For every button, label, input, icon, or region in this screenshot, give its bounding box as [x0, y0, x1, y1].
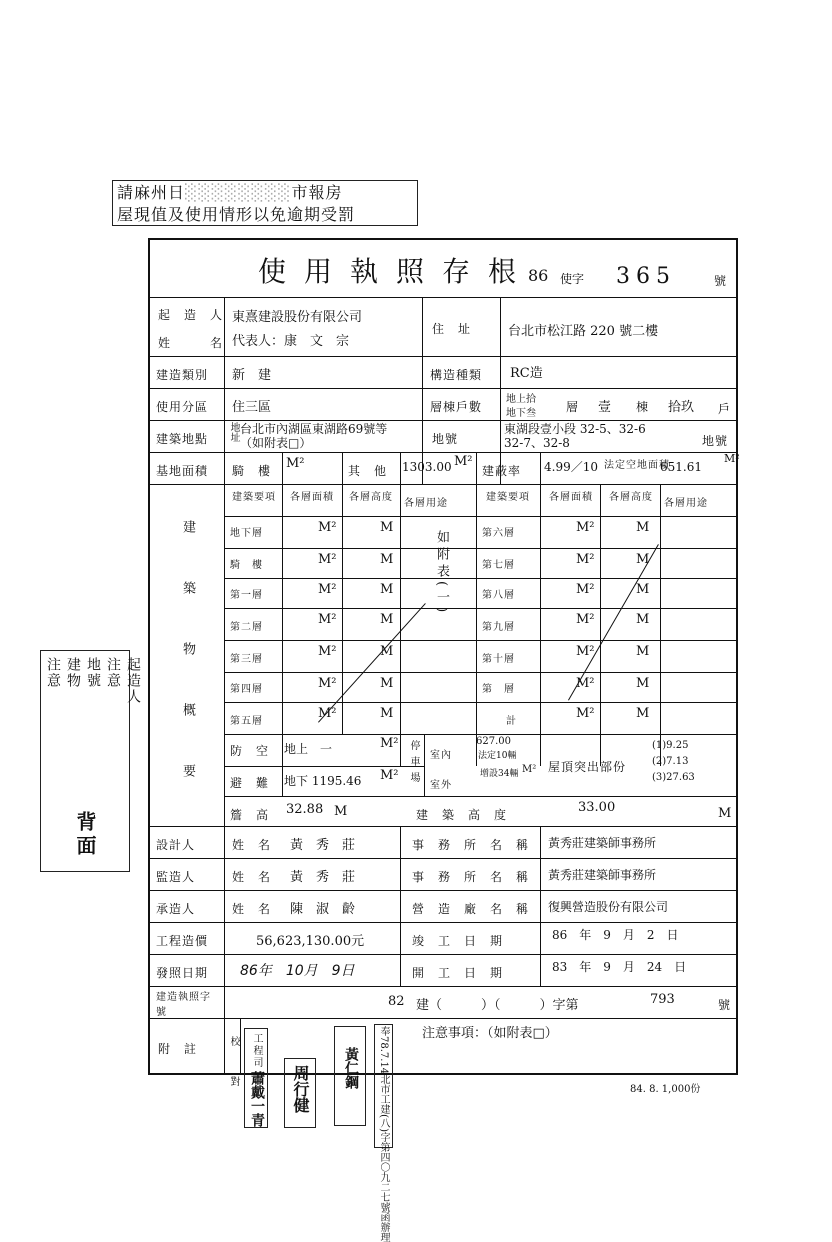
type-label: 建造類別	[156, 368, 209, 382]
print-run: 84. 8. 1,000份	[630, 1084, 701, 1095]
unit-m: M	[380, 612, 394, 627]
area-label: 基地面積	[156, 464, 209, 478]
hdr-height-left: 各層高度	[349, 492, 393, 503]
unit-m: M	[636, 582, 650, 597]
stamp-line2: 屋現值及使用情形以免逾期受罰	[117, 205, 356, 224]
floor-label: 第 層	[482, 684, 515, 695]
lot-hao: 地號	[702, 434, 729, 448]
evac-label: 避 難	[230, 776, 270, 790]
unit-m: M	[380, 552, 394, 567]
hdr-height-right: 各層高度	[609, 492, 653, 503]
permit-label: 建造執照字號	[156, 992, 211, 1018]
title-year: 86	[528, 266, 549, 285]
side-col2: 注意	[105, 657, 121, 689]
shelter-above-unit: M²	[380, 736, 399, 751]
lot-numbers-2: 32-7、32-8	[504, 436, 570, 450]
unit-m2: M²	[576, 644, 595, 659]
zone-value: 住三區	[232, 400, 272, 415]
roof-val-3: (3)27.63	[652, 772, 695, 783]
hdr-area-right: 各層面積	[549, 492, 593, 503]
lot-numbers: 東湖段壹小段 32-5、32-6	[504, 422, 646, 436]
hu-count: 拾玖	[668, 400, 695, 415]
zone-label: 使用分區	[156, 400, 209, 414]
floor-label: 第七層	[482, 560, 515, 571]
side-stamp	[40, 650, 141, 872]
site-address-note: （如附表□）	[240, 436, 312, 450]
permit-num: 793	[650, 992, 675, 1007]
designer-name: 黃 秀 莊	[290, 838, 356, 853]
supervisor-label: 監造人	[156, 870, 196, 884]
cost-value: 56,623,130.00元	[256, 934, 365, 949]
unit-m: M	[380, 582, 394, 597]
coverage-label: 建蔽率	[482, 464, 522, 478]
supervisor-office-label: 事 務 所 名 稱	[412, 870, 530, 884]
unit-m: M	[636, 520, 650, 535]
engineer-label: 工程司	[251, 1033, 262, 1069]
floor-label: 騎 樓	[230, 560, 263, 571]
attention-note: 注意事項：（如附表□）	[422, 1026, 558, 1041]
unit-m2: M²	[318, 644, 337, 659]
ceng-unit: 層	[566, 400, 580, 414]
form-title-row	[148, 238, 738, 298]
contractor-office-label: 營 造 廠 名 稱	[412, 902, 530, 916]
open-space-label: 法定空地面積	[604, 460, 670, 471]
floors-below: 地下叁	[506, 408, 536, 419]
site-addr-tag: 地址	[228, 422, 239, 442]
bld-height-unit: M	[718, 806, 732, 821]
hdr-use-left: 各層用途	[404, 498, 448, 509]
struct-label: 構造種類	[430, 368, 483, 382]
bld-height-value: 33.00	[578, 800, 616, 815]
unit-m: M	[380, 706, 394, 721]
cost-label: 工程造價	[156, 934, 209, 948]
unit-m2: M²	[318, 706, 337, 721]
permit-text: 建（ ）（ ）字第	[416, 998, 579, 1013]
side-col5: 注意	[45, 657, 61, 689]
open-space-value: 651.61	[660, 460, 702, 474]
start-label: 開 工 日 期	[412, 966, 504, 980]
contractor-label: 承造人	[156, 902, 196, 916]
floor-label: 第六層	[482, 528, 515, 539]
title-char: 使字	[560, 272, 585, 286]
designer-office: 黃秀莊建築師事務所	[548, 836, 657, 850]
unit-m2: M²	[576, 520, 595, 535]
floor-label: 第九層	[482, 622, 515, 633]
site-address: 台北市內湖區東湖路69號等	[240, 422, 388, 436]
unit-m2: M²	[318, 612, 337, 627]
side-col3: 地號	[85, 657, 101, 689]
top-notice-stamp: 請麻州日░░░░░░░░市報房 屋現值及使用情形以免逾期受罰	[112, 180, 418, 226]
qita-value: 1303.00	[402, 460, 452, 474]
owner-address: 台北市松江路 220 號二樓	[508, 324, 659, 339]
shelter-label: 防 空	[230, 744, 270, 758]
permit-number: 365	[616, 264, 676, 289]
outdoor-unit: M²	[522, 764, 537, 775]
outdoor-note: 增設34輛	[480, 769, 519, 779]
permit-year: 82	[388, 994, 405, 1009]
floor-label: 第八層	[482, 590, 515, 601]
unit-m2: M²	[318, 520, 337, 535]
stamp-name-3: 黃仁鋼	[343, 1047, 359, 1089]
contractor-name-label: 姓 名	[232, 902, 272, 916]
outdoor-label: 室外	[430, 780, 452, 791]
owner-company: 東熹建設股份有限公司	[232, 310, 363, 325]
hdr-item-left: 建築要項	[232, 492, 276, 503]
stamp-line1: 請麻州日	[117, 183, 186, 202]
owner-label-1: 起 造 人	[158, 308, 224, 322]
stamp-name-2: 周行健	[291, 1065, 310, 1113]
floor-label: 第四層	[230, 684, 263, 695]
done-label: 竣 工 日 期	[412, 934, 504, 948]
issue-label: 發照日期	[156, 966, 209, 980]
indoor-value: 627.00	[476, 736, 511, 747]
start-date: 83 年 9 月 24 日	[552, 960, 687, 974]
eave-unit: M	[334, 804, 348, 819]
struct-value: RC造	[510, 366, 543, 381]
qita-label: 其 他	[348, 464, 388, 478]
unit-m2: M²	[318, 552, 337, 567]
floor-label: 第五層	[230, 716, 263, 727]
shelter-below-unit: M²	[380, 768, 399, 783]
unit-m: M	[636, 644, 650, 659]
form-title: 使用執照存根	[258, 255, 535, 288]
roof-val-1: (1)9.25	[652, 740, 689, 751]
contractor-name: 陳 淑 齡	[290, 902, 356, 917]
law-reference: 奉78.7.14北市工建(八)字第四〇九二七號函辦理	[374, 1024, 393, 1148]
use-see-appendix: 如附表(一)	[434, 530, 449, 617]
shelter-above: 地上 一	[284, 742, 333, 756]
supervisor-office: 黃秀莊建築師事務所	[548, 868, 657, 882]
engineer-stamp	[244, 1028, 268, 1128]
supervisor-name: 黃 秀 莊	[290, 870, 356, 885]
floor-label: 第二層	[230, 622, 263, 633]
hdr-item-right: 建築要項	[486, 492, 530, 503]
roof-val-2: (2)7.13	[652, 756, 689, 767]
total-label: 計	[506, 716, 517, 727]
unit-m2: M²	[576, 676, 595, 691]
qilou-unit: M²	[286, 456, 305, 471]
unit-m2: M²	[576, 552, 595, 567]
type-value: 新 建	[232, 368, 272, 383]
coverage-value: 4.99／10	[544, 460, 598, 474]
roof-label: 屋頂突出部份	[548, 760, 627, 774]
eave-value: 32.88	[286, 802, 324, 817]
floors-above: 地上拾	[506, 394, 536, 405]
qita-unit: M²	[454, 454, 473, 469]
owner-rep: 代表人：康 文 宗	[232, 334, 350, 349]
side-col1: 起造人	[125, 657, 141, 705]
designer-label: 設計人	[156, 838, 196, 852]
lot-label: 地號	[432, 432, 459, 446]
stamp-line1-tail: 市報房	[291, 183, 343, 202]
unit-m: M	[636, 552, 650, 567]
indoor-label: 室內	[430, 750, 452, 761]
owner-label-2: 姓 名	[158, 336, 224, 350]
floor-label: 地下層	[230, 528, 263, 539]
hu-unit: 戶	[718, 402, 732, 416]
unit-m: M	[380, 644, 394, 659]
parking-label: 停車場	[408, 740, 419, 788]
floor-label: 第一層	[230, 590, 263, 601]
issue-date: 86年 10月 9日	[240, 963, 355, 979]
floor-label: 第十層	[482, 654, 515, 665]
dong-unit: 棟	[636, 400, 650, 414]
notes-label: 附 註	[158, 1042, 198, 1056]
stamp-name-1: 蕭戴一青	[249, 1071, 265, 1127]
unit-m2: M²	[576, 612, 595, 627]
indoor-note: 法定10輛	[478, 751, 517, 761]
designer-name-label: 姓 名	[232, 838, 272, 852]
title-hao: 號	[714, 274, 727, 288]
done-date: 86 年 9 月 2 日	[552, 928, 679, 942]
seal-stamp-2	[284, 1058, 316, 1128]
unit-m: M	[636, 706, 650, 721]
unit-m2: M²	[318, 582, 337, 597]
designer-office-label: 事 務 所 名 稱	[412, 838, 530, 852]
back-label: 背面	[73, 811, 97, 859]
floors-label: 層棟戶數	[430, 400, 483, 414]
hdr-use-right: 各層用途	[664, 498, 708, 509]
unit-m: M	[380, 520, 394, 535]
side-col4: 建物	[65, 657, 81, 689]
supervisor-name-label: 姓 名	[232, 870, 272, 884]
unit-m: M	[380, 676, 394, 691]
qilou-label: 騎 樓	[232, 464, 272, 478]
address-label: 住 址	[432, 322, 472, 336]
building-summary-label: 建築物概要	[180, 520, 195, 825]
check-label: 校對	[228, 1036, 239, 1116]
site-label: 建築地點	[156, 432, 209, 446]
floor-label: 第三層	[230, 654, 263, 665]
seal-stamp-3	[334, 1026, 366, 1126]
permit-hao: 號	[718, 998, 732, 1012]
dong-count: 壹	[598, 400, 612, 415]
unit-m: M	[636, 676, 650, 691]
unit-m: M	[636, 612, 650, 627]
unit-m2: M²	[318, 676, 337, 691]
eave-label: 簷 高	[230, 808, 270, 822]
bld-height-label: 建 築 高 度	[416, 808, 508, 822]
unit-m2: M²	[576, 582, 595, 597]
hdr-area-left: 各層面積	[290, 492, 334, 503]
open-space-unit: M²	[724, 452, 740, 465]
contractor-office: 復興營造股份有限公司	[548, 900, 669, 914]
shelter-below: 地下 1195.46	[284, 774, 362, 788]
unit-m2: M²	[576, 706, 595, 721]
